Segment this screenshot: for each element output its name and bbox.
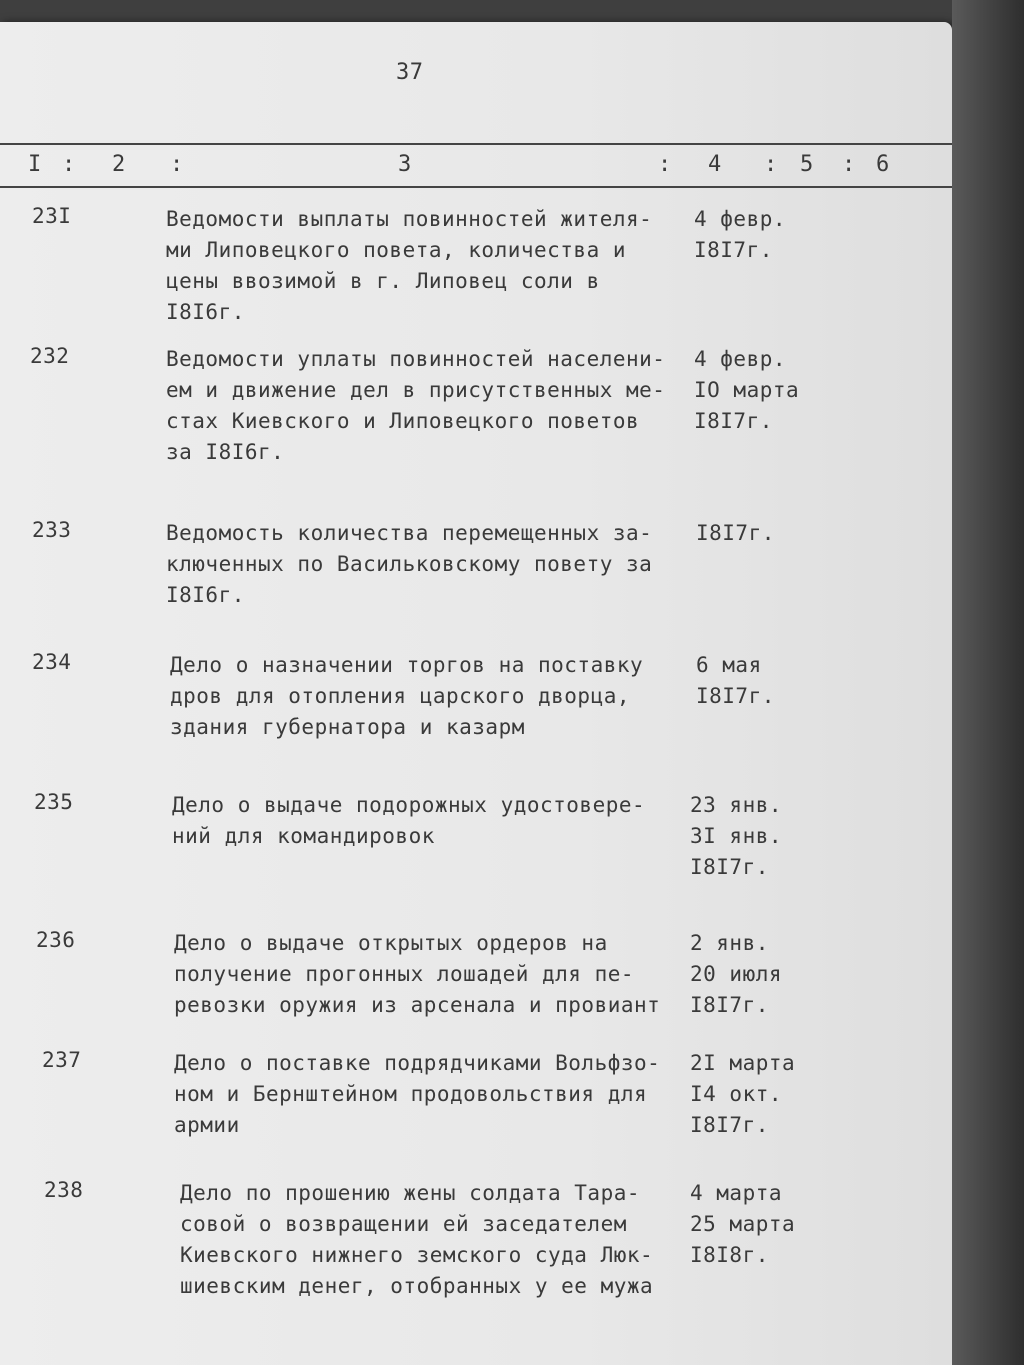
page-number: 37 <box>396 60 424 85</box>
entry-number: 233 <box>32 518 72 542</box>
col-sep: : <box>764 152 778 177</box>
header-rule-top <box>0 143 952 145</box>
entry-date: 4 февр. I8I7г. <box>694 207 787 262</box>
entry-date: 4 марта 25 марта I8I8г. <box>690 1181 796 1267</box>
entry-number: 235 <box>34 790 74 814</box>
col-sep: : <box>170 152 184 177</box>
entry-date: 2 янв. 20 июля I8I7г. <box>690 931 783 1017</box>
entry-description: Дело о выдаче открытых ордеров на получение прогонных лошадей для пе- ревозки оружия из арсенала и провиант <box>174 931 661 1017</box>
entry-number: 23I <box>32 204 72 228</box>
col-6-label: 6 <box>876 152 890 177</box>
entry-date: 6 мая I8I7г. <box>696 653 775 708</box>
col-sep: : <box>62 152 76 177</box>
entry-date: 4 февр. IO марта I8I7г. <box>694 347 800 433</box>
entry-description: Дело о назначении торгов на поставку дров для отопления царского дворца, здания губернатора и казарм <box>170 653 644 739</box>
entry-number: 234 <box>32 650 72 674</box>
entry-number: 236 <box>36 928 76 952</box>
entry-date: I8I7г. <box>696 521 775 545</box>
entry-description: Дело о выдаче подорожных удостовере- ний для командировок <box>172 793 646 848</box>
col-3-label: 3 <box>398 152 412 177</box>
col-4-label: 4 <box>708 152 722 177</box>
entry-number: 238 <box>44 1178 84 1202</box>
entry-description: Дело по прошению жены солдата Тара- совой о возвращении ей заседателем Киевского нижнего земского суда Люк- шиевским денег, отобранных у ее мужа <box>180 1181 654 1298</box>
entry-description: Ведомости уплаты повинностей населени- ем и движение дел в присутственных ме- стах Киевского и Липовецкого поветов за I8I6г. <box>166 347 666 464</box>
background-edge <box>952 0 1024 1365</box>
col-sep: : <box>658 152 672 177</box>
col-2-label: 2 <box>112 152 126 177</box>
entry-description: Ведомость количества перемещенных за- ключенных по Васильковскому повету за I8I6г. <box>166 521 653 607</box>
col-1-label: I <box>28 152 42 177</box>
document-page <box>0 22 952 1365</box>
entry-number: 237 <box>42 1048 82 1072</box>
entry-date: 2I марта I4 окт. I8I7г. <box>690 1051 796 1137</box>
entry-description: Дело о поставке подрядчиками Вольфзо- ном и Бернштейном продовольствия для армии <box>174 1051 661 1137</box>
col-5-label: 5 <box>800 152 814 177</box>
entry-date: 23 янв. 3I янв. I8I7г. <box>690 793 783 879</box>
entry-description: Ведомости выплаты повинностей жителя- ми Липовецкого повета, количества и цены ввозимой в г. Липовец соли в I8I6г. <box>166 207 653 324</box>
entry-number: 232 <box>30 344 70 368</box>
col-sep: : <box>842 152 856 177</box>
header-rule-bottom <box>0 186 952 188</box>
